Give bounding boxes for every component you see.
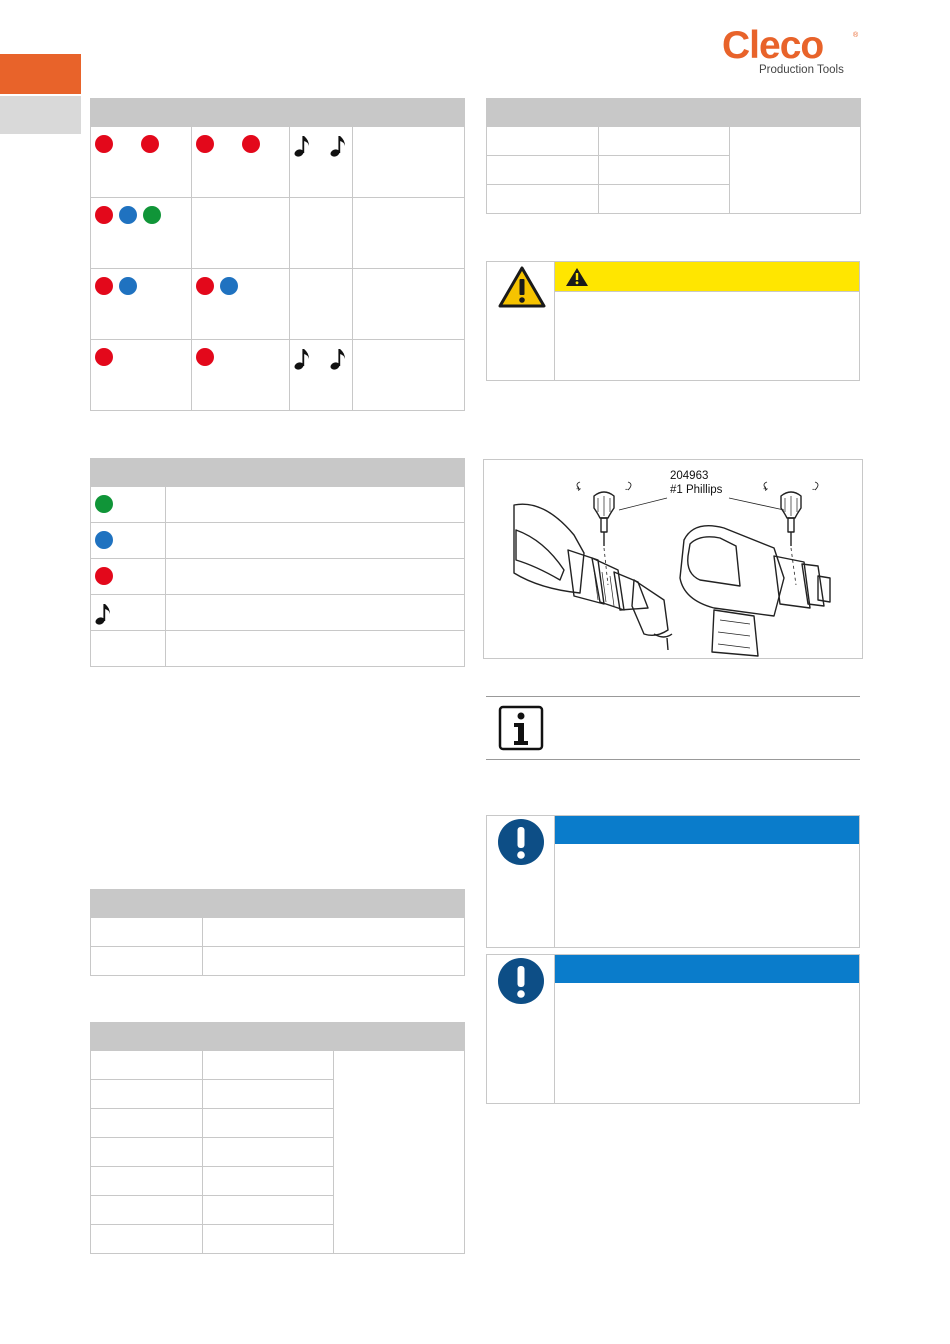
notice-icon-cell <box>487 955 555 1103</box>
table-cell <box>290 340 353 411</box>
table-cell <box>203 1051 334 1080</box>
table-header-cell <box>91 1023 203 1051</box>
table-cell <box>353 127 465 198</box>
info-icon <box>498 705 544 751</box>
led-blue-icon <box>220 277 238 295</box>
table-cell <box>192 198 290 269</box>
legend-description-cell <box>166 595 465 631</box>
led-blue-icon <box>95 531 113 549</box>
notice-header <box>555 816 859 844</box>
legend-symbol-cell <box>91 595 166 631</box>
legend-description-cell <box>166 559 465 595</box>
svg-text:+: + <box>576 484 582 494</box>
table-cell <box>290 198 353 269</box>
legend-symbol-cell <box>91 631 166 667</box>
table-cell <box>192 127 290 198</box>
table-cell <box>487 156 599 185</box>
notice-box-1 <box>486 815 860 948</box>
table-header-cell <box>290 99 353 127</box>
table-cell <box>353 340 465 411</box>
parameter-table-small <box>90 889 465 976</box>
table-row <box>91 127 465 198</box>
led-red-icon <box>95 277 113 295</box>
table-cell <box>353 198 465 269</box>
table-cell <box>599 156 730 185</box>
table-row <box>91 631 465 667</box>
parameter-table-right <box>486 98 861 214</box>
brand-logo <box>722 24 862 78</box>
table-cell <box>91 1080 203 1109</box>
beep-note-icon <box>294 348 310 370</box>
led-green-icon <box>143 206 161 224</box>
table-cell <box>290 127 353 198</box>
legend-symbol-cell <box>91 559 166 595</box>
table-row <box>91 595 465 631</box>
chapter-tab <box>0 54 81 94</box>
led-blue-icon <box>119 277 137 295</box>
table-cell <box>91 127 192 198</box>
led-red-icon <box>95 135 113 153</box>
logo-wordmark: Cleco <box>722 24 824 67</box>
table-merged-cell <box>730 127 861 214</box>
table-cell <box>91 918 203 947</box>
notice-box-2 <box>486 954 860 1104</box>
tool-figure <box>483 459 863 659</box>
table-cell <box>203 1196 334 1225</box>
table-cell <box>487 185 599 214</box>
led-red-icon <box>196 135 214 153</box>
led-red-icon <box>196 348 214 366</box>
table-header-cell <box>334 1023 465 1051</box>
legend-description-cell <box>166 631 465 667</box>
table-header-cell <box>166 459 465 487</box>
exclamation-circle-icon <box>497 957 545 1005</box>
figure-part-number: 204963 <box>670 470 709 482</box>
table-cell <box>203 1138 334 1167</box>
table-header-cell <box>192 99 290 127</box>
caution-box <box>486 261 860 381</box>
led-red-icon <box>95 348 113 366</box>
led-blue-icon <box>119 206 137 224</box>
table-cell <box>91 947 203 976</box>
table-header-cell <box>91 890 203 918</box>
table-row <box>91 198 465 269</box>
table-header-cell <box>91 99 192 127</box>
table-header-cell <box>599 99 730 127</box>
nutrunner-illustration <box>484 460 862 658</box>
table-cell <box>599 127 730 156</box>
table-header-cell <box>487 99 599 127</box>
parameter-table-large <box>90 1022 465 1254</box>
legend-symbol-cell <box>91 487 166 523</box>
table-cell <box>203 1225 334 1254</box>
table-header-cell <box>353 99 465 127</box>
caution-icon-cell <box>487 262 555 380</box>
notice-icon-cell <box>487 816 555 947</box>
table-cell <box>203 947 465 976</box>
table-cell <box>91 1051 203 1080</box>
led-red-icon <box>242 135 260 153</box>
table-row <box>91 487 465 523</box>
figure-bit-label: #1 Phillips <box>670 484 723 496</box>
logo-tagline: Production Tools <box>759 64 844 76</box>
led-red-icon <box>196 277 214 295</box>
table-cell <box>91 1167 203 1196</box>
table-merged-cell <box>334 1051 465 1254</box>
table-cell <box>91 1225 203 1254</box>
caution-header <box>555 262 859 292</box>
table-cell <box>91 198 192 269</box>
table-cell <box>91 340 192 411</box>
svg-text:+: + <box>763 484 769 494</box>
led-red-icon <box>141 135 159 153</box>
table-cell <box>91 1138 203 1167</box>
led-legend-table <box>90 458 465 667</box>
svg-text:-: - <box>625 484 628 494</box>
exclamation-circle-icon <box>497 818 545 866</box>
warning-triangle-small-icon <box>565 267 589 287</box>
led-red-icon <box>95 206 113 224</box>
notice-header <box>555 955 859 983</box>
table-cell <box>91 1109 203 1138</box>
table-cell <box>203 918 465 947</box>
table-cell <box>91 269 192 340</box>
table-header-cell <box>203 890 465 918</box>
table-cell <box>192 340 290 411</box>
table-cell <box>203 1109 334 1138</box>
legend-description-cell <box>166 487 465 523</box>
beep-note-icon <box>330 348 346 370</box>
table-row <box>91 523 465 559</box>
info-note <box>486 696 860 760</box>
led-green-icon <box>95 495 113 513</box>
beep-note-icon <box>294 135 310 157</box>
table-header-cell <box>730 99 861 127</box>
table-row <box>91 559 465 595</box>
table-cell <box>203 1080 334 1109</box>
table-header-cell <box>91 459 166 487</box>
table-header-cell <box>203 1023 334 1051</box>
table-cell <box>599 185 730 214</box>
led-signal-table <box>90 98 465 411</box>
table-cell <box>192 269 290 340</box>
svg-text:-: - <box>812 484 815 494</box>
table-cell <box>353 269 465 340</box>
table-cell <box>91 1196 203 1225</box>
table-row <box>91 269 465 340</box>
table-cell <box>487 127 599 156</box>
logo-registered-mark: ® <box>853 32 859 39</box>
chapter-tab-secondary <box>0 96 81 134</box>
beep-note-icon <box>330 135 346 157</box>
led-red-icon <box>95 567 113 585</box>
legend-description-cell <box>166 523 465 559</box>
table-row <box>91 340 465 411</box>
table-cell <box>290 269 353 340</box>
beep-note-icon <box>95 603 111 625</box>
table-cell <box>203 1167 334 1196</box>
legend-symbol-cell <box>91 523 166 559</box>
warning-triangle-icon <box>497 265 547 309</box>
